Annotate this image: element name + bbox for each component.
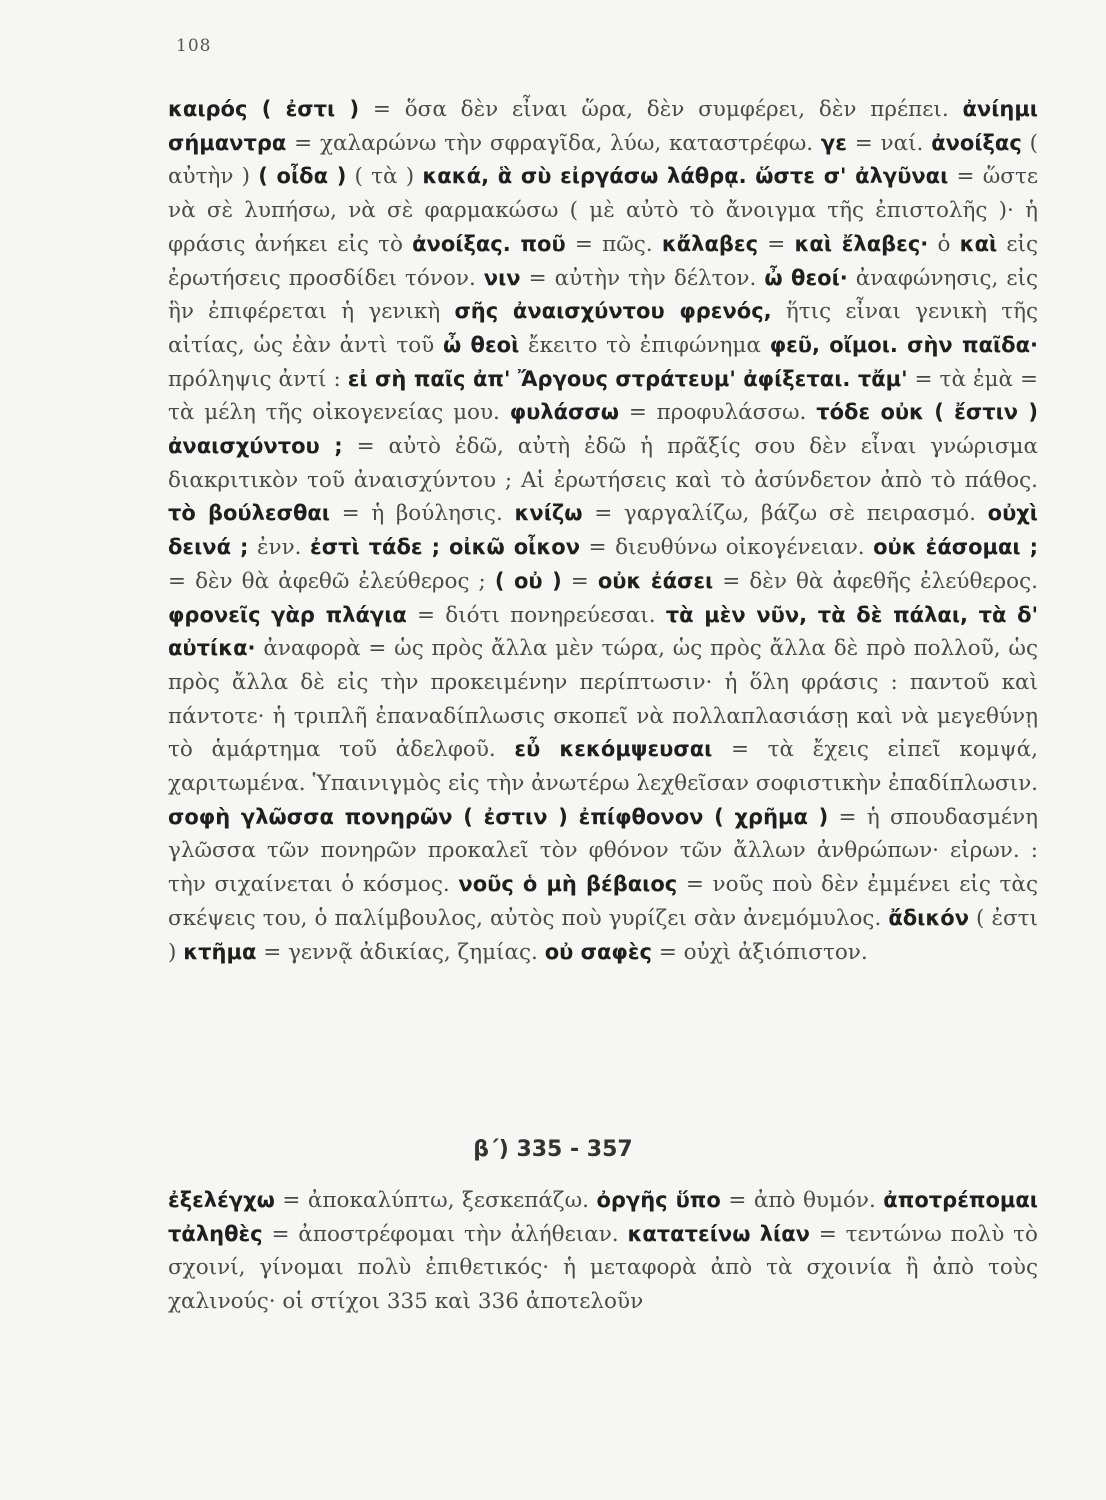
gloss-text: πρόληψις ἀντί : [168,366,348,392]
gloss-text: εἰς ἐρωτήσεις προσδίδει τόνον. [168,231,1039,291]
gloss-text: = ἡ σπουδασμένη γλῶσσα τῶν πονηρῶν προκαλεῖ τὸν φθόνον τῶν ἄλλων ἀνθρώπων· εἰρων. : τὴν σιχαίνεται ὁ κόσμος. [168,804,1039,898]
gloss-text: = ἡ βούλησις. [329,501,515,527]
lemma: ὀργῆς ὕπο [596,1188,721,1212]
lemma: φυλάσσω [509,400,620,425]
gloss-text: = χαλαρώνω τὴν σφραγῖδα, λύω, καταστρέφω. [286,130,821,156]
gloss-text: = τεντώνω πολὺ τὸ σχοινί, γίνομαι πολὺ ἐπιθετικός· ἡ μεταφορὰ ἀπὸ τὰ σχοινία ἢ ἀπὸ τοὺς χαλινούς· οἱ στίχοι 335 καὶ 336 ἀποτελοῦν [168,1221,1038,1315]
lemma: κἄλαβες [661,231,759,256]
section-heading: β΄) 335 - 357 [473,1137,633,1162]
lemma: ( οἶδα ) [258,164,347,189]
gloss-text: = τὰ ἔχεις εἰπεῖ κομψά, χαριτωμένα. Ὑπαινιγμὸς εἰς τὴν ἀνωτέρω λεχθεῖσαν σοφιστικὴν ἐπαδίπλωσιν. [168,737,1038,797]
gloss-text: = γεννᾷ ἀδικίας, ζημίας. [256,939,545,965]
gloss-text: ἀναφώνησις, εἰς ἣν ἐπιφέρεται ἡ γενικὴ [168,265,1038,325]
lemma: νιν [483,265,521,290]
lemma: ἀνίημι σήμαντρα [168,97,1038,155]
gloss-text: = ἀποκαλύπτω, ξεσκεπάζω. [274,1188,597,1213]
gloss-text: ἥτις εἶναι γενικὴ τῆς αἰτίας, ὡς ἐὰν ἀντὶ τοῦ [168,299,1039,358]
lemma: γε [820,130,847,155]
lemma: εἰ σὴ παῖς ἀπ' Ἄργους στράτευμ' ἀφίξεται. τἄμ' [347,366,908,391]
gloss-text: = δὲν θὰ ἀφεθῆς ἐλεύθερος. [713,568,1039,594]
gloss-text: ἀναφορὰ = ὡς πρὸς ἄλλα μὲν τώρα, ὡς πρὸς ἄλλα δὲ πρὸ πολλοῦ, ὡς πρὸς ἄλλα δὲ εἰς τὴν προκειμένην περίπτωσιν· ἡ ὅλη φράσις : παντοῦ καὶ πάντοτε· ἡ τριπλῆ ἐπαναδίπλωσις σκοπεῖ νὰ πολλαπλασιάσῃ καὶ νὰ μεγεθύνῃ τὸ ἁμάρτημα τοῦ ἀδελφοῦ. [168,636,1038,763]
lemma: φρονεῖς γὰρ πλάγια [168,602,407,627]
gloss-text: = αὐτὴν τὴν δέλτον. [520,265,765,291]
gloss-text: = διευθύνω οἰκογένειαν. [580,535,874,561]
lemma: φεῦ, οἴμοι. σὴν παῖδα· [769,332,1039,357]
gloss-text: = ἀπὸ θυμόν. [720,1188,884,1213]
gloss-text: = αὐτὸ ἐδῶ, αὐτὴ ἐδῶ ἡ πρᾶξίς σου δὲν εἶναι γνώρισμα διακριτικὸν τοῦ ἀναισχύντου ; Αἱ ἐρωτήσεις καὶ τὸ ἀσύνδετον ἀπὸ τὸ πάθος. [168,434,1038,493]
glossary-section-1 [168,93,1038,969]
lemma: ἄδικόν [888,905,970,930]
lemma: κακά, ἃ σὺ εἰργάσω λάθρᾳ. ὥστε σ' ἀλγῦναι [422,164,949,189]
lemma: κνίζω [514,501,583,526]
lemma: σοφὴ γλῶσσα πονηρῶν ( ἐστιν ) ἐπίφθονον ( χρῆμα ) [168,804,829,829]
gloss-text: = οὐχὶ ἀξιόπιστον. [652,939,868,965]
lemma: καιρός ( ἐστι ) [168,97,360,121]
page-number: 108 [176,36,212,56]
glossary-section-2 [168,1184,1038,1319]
gloss-text: = [758,231,795,257]
lemma: οὐχὶ δεινά ; [168,501,1038,560]
lemma: ἀποτρέπομαι τἀληθὲς [168,1188,1038,1246]
lemma: τὸ βούλεσθαι [168,501,330,526]
lemma: σῆς ἀναισχύντου φρενός, [454,299,772,324]
lemma: τόδε οὐκ ( ἔστιν ) ἀναισχύντου ; [168,400,1038,459]
gloss-text: ( αὐτὴν ) [168,130,1038,190]
lemma: οὐκ ἐάσομαι ; [873,535,1039,560]
gloss-text: = δὲν θὰ ἀφεθῶ ἐλεύθερος ; [168,568,495,594]
lemma: οὐ σαφὲς [544,939,652,964]
lemma: τὰ μὲν νῦν, τὰ δὲ πάλαι, τὰ δ' αὐτίκα· [168,602,1038,661]
lemma: καὶ [959,231,998,256]
lemma: νοῦς ὁ μὴ βέβαιος [458,872,678,897]
gloss-text: = νοῦς ποὺ δὲν ἐμμένει εἰς τὰς σκέψεις του, ὁ παλίμβουλος, αὐτὸς ποὺ γυρίζει σὰν ἀνεμόμυλος. [168,872,1038,931]
lemma: ὦ θεοὶ [443,332,520,357]
lemma: ἐξελέγχω [168,1188,275,1212]
gloss-text: = [561,568,598,594]
gloss-text: = ἀποστρέφομαι τὴν ἀλήθειαν. [262,1221,628,1247]
lemma: κατατείνω λίαν [627,1221,810,1246]
lemma: ὦ θεοί· [764,265,848,290]
gloss-text: = ὥστε νὰ σὲ λυπήσω, νὰ σὲ φαρμακώσω ( μὲ αὐτὸ τὸ ἄνοιγμα τῆς ἐπιστολῆς )· ἡ φράσις ἀνήκει εἰς τὸ [168,164,1038,257]
lemma: ἀνοίξας. ποῦ [412,231,566,256]
lemma: οὐκ ἐάσει [597,568,714,593]
gloss-text: = γαργαλίζω, βάζω σὲ πειρασμό. [582,501,988,527]
lemma: ( οὐ ) [494,568,562,593]
gloss-text: ἐνν. [248,535,310,561]
lemma: εὖ κεκόμψευσαι [514,737,713,762]
gloss-text: ( ἐστι ) [168,905,1038,965]
gloss-text: ἔκειτο τὸ ἐπιφώνημα [519,332,770,358]
gloss-text: ὁ [928,231,960,257]
gloss-text: = πῶς. [565,231,662,257]
gloss-text: = ναί. [846,130,932,156]
lemma: ἐστὶ τάδε ; οἰκῶ οἶκον [310,535,581,560]
gloss-text: = διότι πονηρεύεσαι. [406,602,666,628]
gloss-text: = ὅσα δὲν εἶναι ὥρα, δὲν συμφέρει, δὲν πρέπει. [359,97,963,122]
gloss-text: = τὰ ἐμὰ = τὰ μέλη τῆς οἰκογενείας μου. [168,366,1038,426]
lemma: ἀνοίξας [931,130,1022,155]
gloss-text: = προφυλάσσω. [619,400,817,426]
lemma: κτῆμα [183,939,257,964]
lemma: καὶ ἔλαβες· [794,231,929,256]
gloss-text: ( τὰ ) [346,164,423,190]
